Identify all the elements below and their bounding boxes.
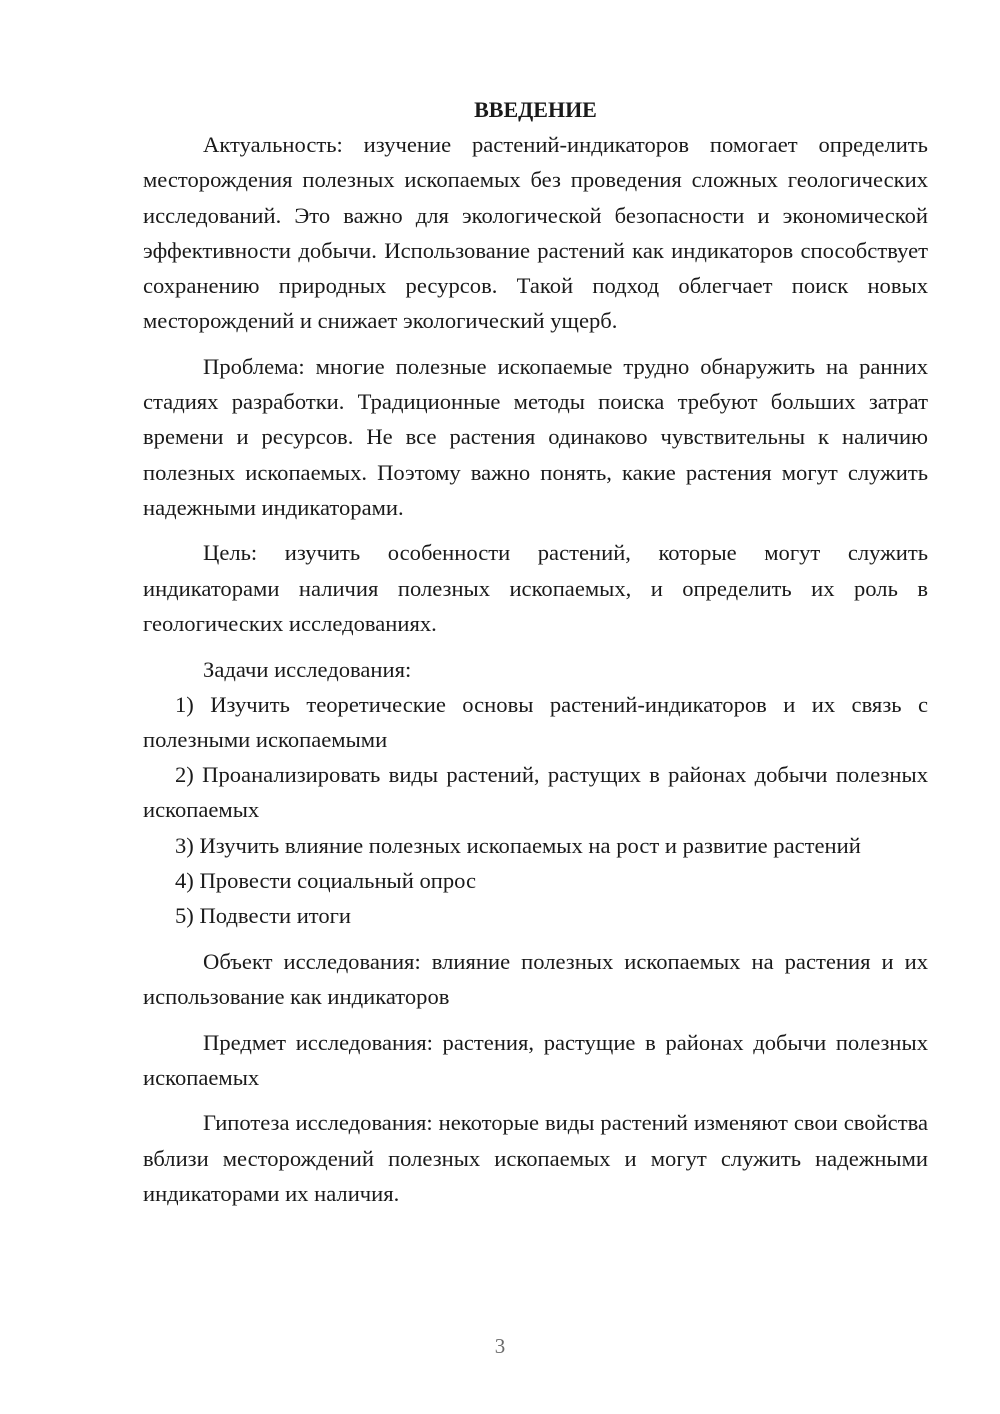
task-item-4: 4) Провести социальный опрос [175,867,477,893]
task-item-2: 2) Проанализировать виды растений, растущих в районах добычи полезных ископаемых [143,762,928,823]
page-number: 3 [494,1334,506,1358]
task-item-1: 1) Изучить теоретические основы растений-индикаторов и их связь с полезными ископаемыми [143,691,928,752]
hypothesis-paragraph: Гипотеза исследования: некоторые виды растений изменяют свои свойства вблизи месторождений полезных ископаемых и могут служить надежными индикаторами их наличия. [143,1110,928,1206]
tasks-list [143,687,928,933]
task-item-5: 5) Подвести итоги [175,902,352,928]
goal-paragraph: Цель: изучить особенности растений, которые могут служить индикаторами наличия полезных ископаемых, и определить их роль в геологических исследованиях. [143,540,928,636]
relevance-paragraph: Актуальность: изучение растений-индикаторов помогает определить месторождения полезных ископаемых без проведения сложных геологических исследований. Это важно для экологической безопасности и экономической эффективности добычи. Использование растений как индикаторов способствует сохранению природных ресурсов. Такой подход облегчает поиск новых месторождений и снижает экологический ущерб. [143,132,928,334]
document-page [143,92,928,1211]
object-paragraph: Объект исследования: влияние полезных ископаемых на растения и их использование как индикаторов [143,948,928,1009]
page-title: ВВЕДЕНИЕ [474,97,597,122]
task-item-3: 3) Изучить влияние полезных ископаемых на рост и развитие растений [175,832,861,858]
problem-paragraph: Проблема: многие полезные ископаемые трудно обнаружить на ранних стадиях разработки. Традиционные методы поиска требуют больших затрат времени и ресурсов. Не все растения одинаково чувствительны к наличию полезных ископаемых. Поэтому важно понять, какие растения могут служить надежными индикаторами. [143,353,928,520]
tasks-heading: Задачи исследования: [203,656,412,682]
subject-paragraph: Предмет исследования: растения, растущие в районах добычи полезных ископаемых [143,1029,928,1090]
